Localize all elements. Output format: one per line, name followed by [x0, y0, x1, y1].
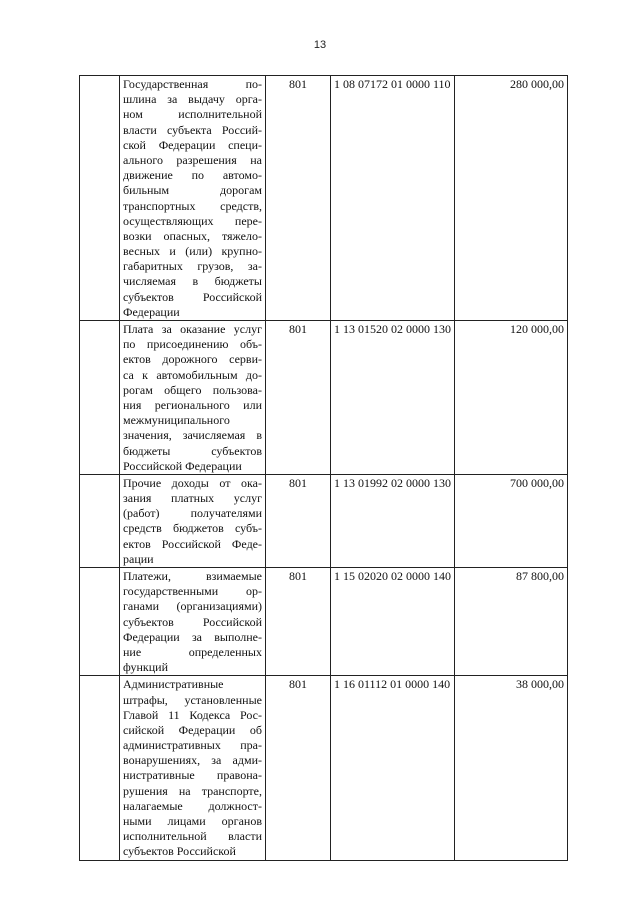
row-number-cell — [80, 568, 120, 676]
revenue-name-line: ными лицами органов — [123, 814, 262, 828]
revenue-name-line: государственными ор- — [123, 584, 262, 599]
revenue-name-line: власти субъекта Россий- — [123, 122, 262, 137]
revenue-name-line: рации — [123, 551, 154, 566]
revenue-name-line: средств бюджетов субъ- — [123, 521, 262, 536]
budget-code-cell: 1 15 02020 02 0000 140 — [331, 568, 455, 676]
table-body — [80, 76, 568, 861]
amount-cell: 280 000,00 — [455, 76, 568, 321]
table-row — [80, 321, 568, 475]
admin-code-cell: 801 — [266, 676, 331, 860]
revenue-name-line: рушения на транспорте, — [123, 783, 262, 798]
revenue-name-line: ской Федерации специ- — [123, 137, 262, 152]
revenue-name-line: вонарушениях, за адми- — [123, 753, 262, 768]
revenue-name-cell — [120, 474, 266, 567]
revenue-name-line: межмуниципального — [123, 413, 230, 428]
admin-code-cell: 801 — [266, 76, 331, 321]
revenue-name-line: ектов дорожного серви- — [123, 352, 262, 367]
row-number-cell — [80, 76, 120, 321]
revenue-name-line: сийской Федерации об — [123, 722, 262, 737]
row-number-cell — [80, 321, 120, 475]
revenue-name-line: шлина за выдачу орга- — [123, 92, 262, 107]
revenue-name-line: субъектов Российской — [123, 614, 262, 629]
revenue-name-line: исполнительной власти — [123, 829, 262, 844]
admin-code-cell: 801 — [266, 568, 331, 676]
budget-code-cell: 1 13 01992 02 0000 130 — [331, 474, 455, 567]
revenue-table — [79, 75, 568, 861]
revenue-name-line: по присоединению объ- — [123, 337, 262, 352]
revenue-name-line: ном исполнительной — [123, 107, 262, 122]
amount-cell: 120 000,00 — [455, 321, 568, 475]
revenue-name-line: Административные — [123, 677, 224, 692]
revenue-name-line: зания платных услуг — [123, 491, 262, 506]
revenue-name-line: движение по автомо- — [123, 168, 262, 183]
revenue-name-line: осуществляющих пере- — [123, 213, 262, 228]
revenue-name-line: бюджеты субъектов — [123, 443, 262, 458]
revenue-name-line: (работ) получателями — [123, 506, 262, 521]
revenue-name-cell — [120, 676, 266, 860]
revenue-name-line: возки опасных, тяжело- — [123, 228, 262, 243]
revenue-name-cell — [120, 321, 266, 475]
revenue-name-line: транспортных средств, — [123, 198, 262, 213]
revenue-name-line: Федерации — [123, 304, 180, 319]
amount-cell: 87 800,00 — [455, 568, 568, 676]
table-row — [80, 474, 568, 567]
revenue-name-line: рогам общего пользова- — [123, 382, 262, 397]
revenue-name-line: бильным дорогам — [123, 183, 262, 198]
revenue-name-cell — [120, 76, 266, 321]
revenue-name-line: ганами (организациями) — [123, 599, 262, 614]
row-number-cell — [80, 676, 120, 860]
revenue-name-line: административных пра- — [123, 738, 262, 753]
revenue-name-line: нистративные правона- — [123, 768, 262, 783]
revenue-name-line: Платежи, взимаемые — [123, 569, 262, 583]
admin-code-cell: 801 — [266, 474, 331, 567]
revenue-name-line: ние определенных — [123, 644, 262, 659]
budget-code-cell: 1 13 01520 02 0000 130 — [331, 321, 455, 475]
row-number-cell — [80, 474, 120, 567]
revenue-name-line: ального разрешения на — [123, 152, 262, 167]
revenue-name-line: Прочие доходы от ока- — [123, 475, 262, 490]
revenue-name-line: числяемая в бюджеты — [123, 274, 262, 289]
revenue-name-line: штрафы, установленные — [123, 692, 262, 707]
admin-code-cell: 801 — [266, 321, 331, 475]
table-row — [80, 76, 568, 321]
revenue-name-line: ектов Российской Феде- — [123, 536, 262, 551]
budget-code-cell: 1 08 07172 01 0000 110 — [331, 76, 455, 321]
table-row — [80, 676, 568, 860]
revenue-name-line: функций — [123, 660, 168, 675]
revenue-name-line: весных и (или) крупно- — [123, 244, 262, 259]
page-number: 13 — [313, 39, 327, 51]
table-row — [80, 568, 568, 676]
revenue-name-line: габаритных грузов, за- — [123, 259, 262, 274]
revenue-name-line: налагаемые должност- — [123, 798, 262, 813]
revenue-name-line: Российской Федерации — [123, 458, 242, 473]
budget-code-cell: 1 16 01112 01 0000 140 — [331, 676, 455, 860]
revenue-name-line: Главой 11 Кодекса Рос- — [123, 707, 262, 722]
amount-cell: 38 000,00 — [455, 676, 568, 860]
revenue-name-line: Федерации за выполне- — [123, 629, 262, 644]
revenue-name-line: Государственная по- — [123, 77, 262, 91]
revenue-name-line: значения, зачисляемая в — [123, 428, 262, 443]
revenue-name-line: Плата за оказание услуг — [123, 322, 262, 336]
revenue-name-line: са к автомобильным до- — [123, 367, 262, 382]
revenue-name-line: ния регионального или — [123, 397, 262, 412]
revenue-name-line: субъектов Российской — [123, 289, 262, 304]
revenue-name-cell — [120, 568, 266, 676]
amount-cell: 700 000,00 — [455, 474, 568, 567]
revenue-name-line: субъектов Российской — [123, 844, 236, 859]
